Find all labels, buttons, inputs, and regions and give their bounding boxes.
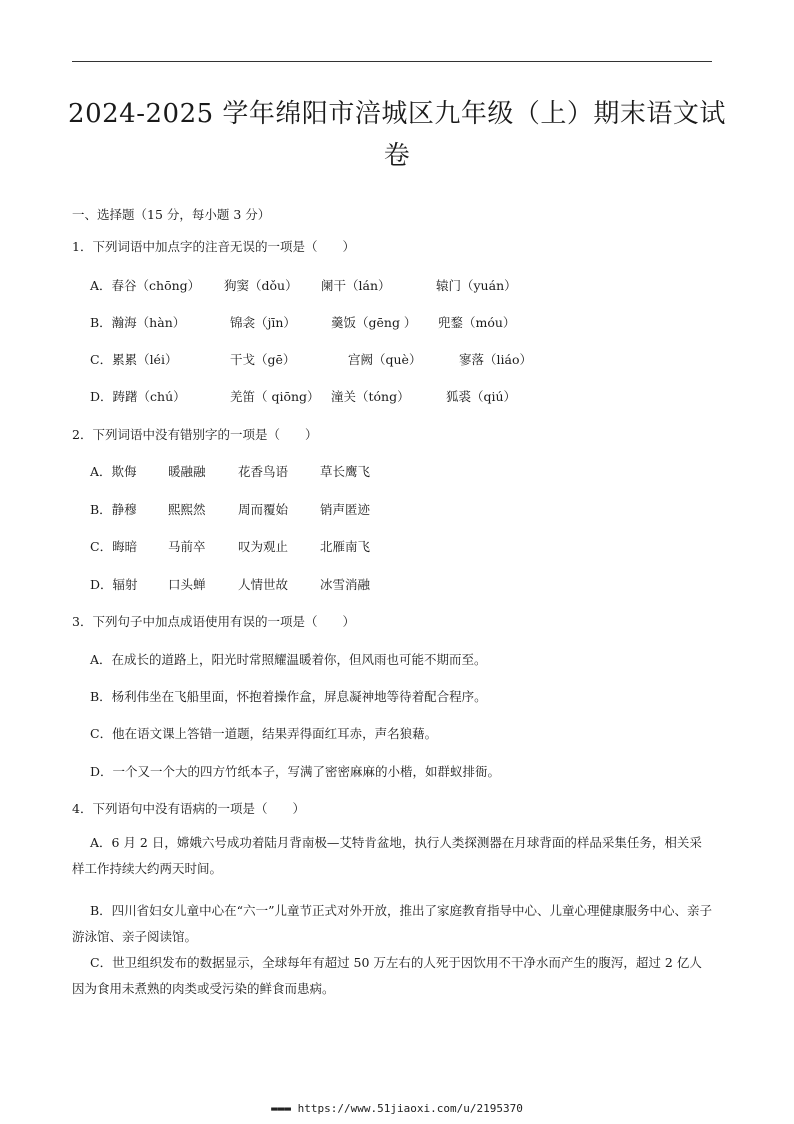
footer-watermark-url: ▬▬▬ https://www.51jiaoxi.com/u/2195370 xyxy=(271,1102,523,1115)
top-rule xyxy=(72,61,712,62)
question-1-stem: 1．下列词语中加点字的注音无误的一项是（ ） xyxy=(72,239,355,254)
q4-option-b: B．四川省妇女儿童中心在“六一”儿童节正式对外开放，推出了家庭教育指导中心、儿童心理健康服务中心、亲子游泳馆、亲子阅读馆。 xyxy=(72,903,712,944)
q1-option-d-1: D．踌躇（chú） xyxy=(90,389,186,404)
q2-option-d-1: D．辐射 xyxy=(90,577,138,592)
q1-option-a-4: 辕门（yuán） xyxy=(436,278,517,293)
q1-option-c-3: 宫阙（què） xyxy=(348,352,422,367)
q2-option-b-3: 周而覆始 xyxy=(238,502,289,517)
q3-option-b: B．杨利伟坐在飞船里面，怀抱着操作盒，屏息凝神地等待着配合程序。 xyxy=(90,689,487,704)
q2-option-a-2: 暖融融 xyxy=(168,464,206,479)
page-title: 2024-2025 学年绵阳市涪城区九年级（上）期末语文试卷 xyxy=(68,99,726,171)
q1-option-c-4: 寥落（liáo） xyxy=(459,352,532,367)
q1-option-b-3: 羹饭（gēng ） xyxy=(331,315,417,330)
question-2-stem: 2．下列词语中没有错别字的一项是（ ） xyxy=(72,427,318,442)
q3-option-a: A．在成长的道路上，阳光时常照耀温暖着你，但风雨也可能不期而至。 xyxy=(90,652,487,667)
q1-option-c-1: C．累累（léi） xyxy=(90,352,178,367)
q1-option-d-4: 狐裘（qiú） xyxy=(446,389,517,404)
q3-option-d: D．一个又一个大的四方竹纸本子，写满了密密麻麻的小楷，如群蚁排衙。 xyxy=(90,764,501,779)
q1-option-a-1: A．春谷（chōng） xyxy=(90,278,201,293)
question-3-stem: 3．下列句子中加点成语使用有误的一项是（ ） xyxy=(72,614,355,629)
q1-option-b-4: 兜鍪（móu） xyxy=(438,315,516,330)
q2-option-b-4: 销声匿迹 xyxy=(320,502,371,517)
question-4-stem: 4．下列语句中没有语病的一项是（ ） xyxy=(72,801,305,816)
q2-option-c-4: 北雁南飞 xyxy=(320,539,371,554)
q1-option-c-2: 干戈（gē） xyxy=(230,352,296,367)
q1-option-d-3: 潼关（tóng） xyxy=(331,389,410,404)
q2-option-a-3: 花香鸟语 xyxy=(238,464,289,479)
q3-option-c: C．他在语文课上答错一道题，结果弄得面红耳赤，声名狼藉。 xyxy=(90,726,438,741)
q2-option-d-4: 冰雪消融 xyxy=(320,577,371,592)
q2-option-c-3: 叹为观止 xyxy=(238,539,289,554)
section-heading: 一、选择题（15 分，每小题 3 分） xyxy=(72,207,271,222)
q1-option-b-2: 锦衾（jīn） xyxy=(230,315,296,330)
q2-option-d-2: 口头蝉 xyxy=(168,577,206,592)
q2-option-c-1: C．晦暗 xyxy=(90,539,138,554)
q1-option-a-2: 狗窦（dǒu） xyxy=(224,278,298,293)
q2-option-c-2: 马前卒 xyxy=(168,539,206,554)
q2-option-b-1: B．静穆 xyxy=(90,502,137,517)
q1-option-a-3: 阑干（lán） xyxy=(321,278,391,293)
q2-option-b-2: 熙熙然 xyxy=(168,502,206,517)
q1-option-b-1: B．瀚海（hàn） xyxy=(90,315,186,330)
q4-option-a: A．6 月 2 日，嫦娥六号成功着陆月背南极—艾特肯盆地，执行人类探测器在月球背面的样品采集任务，相关采样工作持续大约两天时间。 xyxy=(72,835,702,876)
q4-option-c: C．世卫组织发布的数据显示，全球每年有超过 50 万左右的人死于因饮用不干净水而产生的腹泻，超过 2 亿人因为食用未煮熟的肉类或受污染的鲜食而患病。 xyxy=(72,955,702,996)
q2-option-a-4: 草长鹰飞 xyxy=(320,464,371,479)
q1-option-d-2: 羌笛（ qiōng） xyxy=(230,389,320,404)
q2-option-d-3: 人情世故 xyxy=(238,577,289,592)
q2-option-a-1: A．欺侮 xyxy=(90,464,137,479)
